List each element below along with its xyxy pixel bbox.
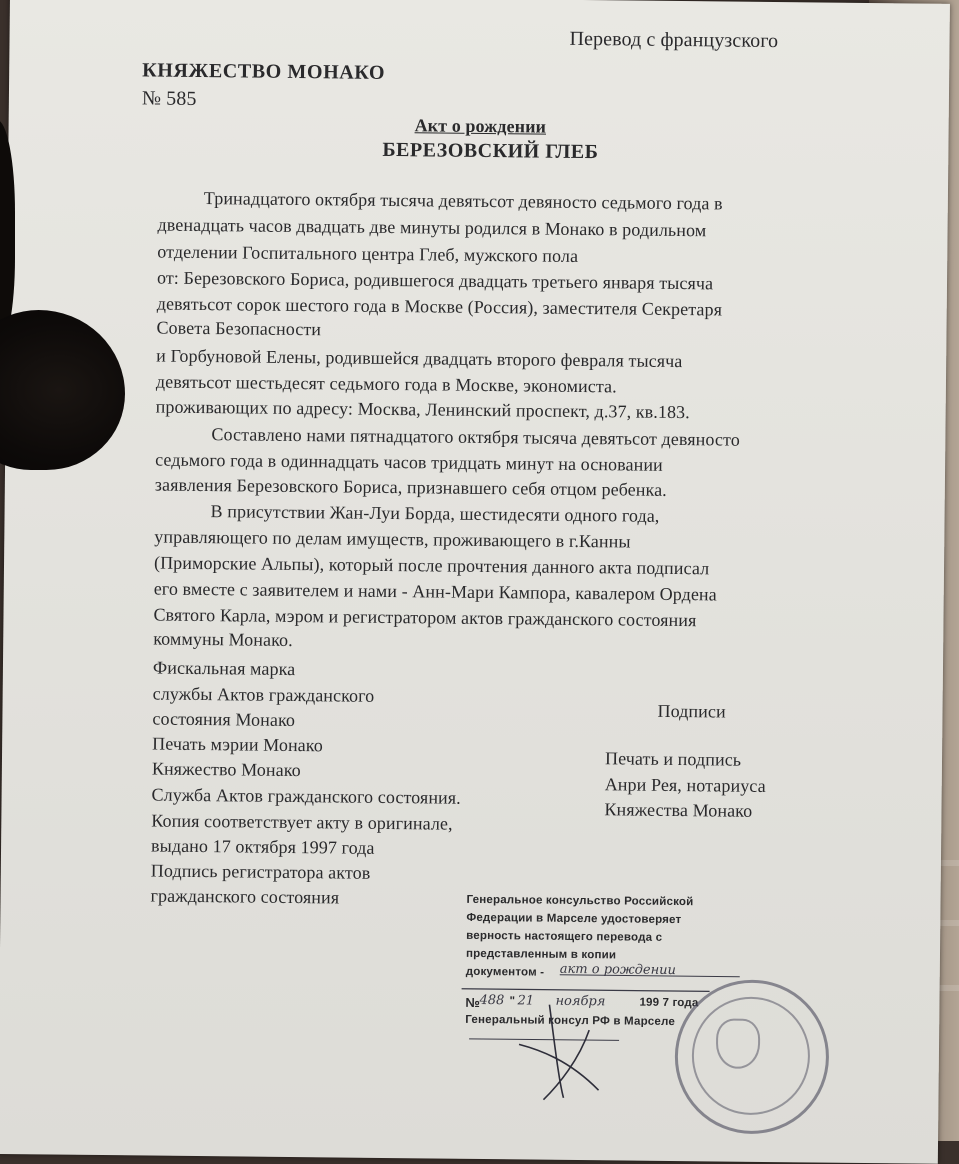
- consulate-line: Федерации в Марселе удостоверяет: [466, 911, 682, 927]
- left-block-line: гражданского состояния: [150, 885, 340, 908]
- body-line: коммуны Монако.: [153, 628, 293, 650]
- notary-line: Анри Рея, нотариуса: [604, 774, 766, 796]
- consulate-line: верность настоящего перевода с: [466, 929, 663, 944]
- translation-note: Перевод с французского: [569, 27, 779, 53]
- body-line: девятьсот шестьдесят седьмого года в Москве, экономиста.: [155, 371, 617, 397]
- date-quote: ": [509, 995, 516, 1008]
- notary-line: Княжества Монако: [604, 799, 753, 821]
- consulate-line: документом -: [465, 965, 545, 979]
- left-block-line: состояния Монако: [152, 708, 296, 731]
- year-prefix: 199: [639, 996, 660, 1009]
- left-block-line: службы Актов гражданского: [152, 683, 375, 706]
- date-month: ноября: [555, 993, 606, 1010]
- signatures-label: Подписи: [657, 700, 726, 722]
- left-block-line: Печать мэрии Монако: [152, 733, 323, 756]
- left-block-line: Служба Актов гражданского состояния.: [151, 784, 461, 808]
- notary-line: Печать и подпись: [604, 748, 742, 770]
- body-line: Святого Карла, мэром и регистратором актов гражданского состояния: [153, 604, 697, 631]
- body-line: В присутствии Жан-Луи Борда, шестидесяти одного года,: [210, 501, 660, 526]
- body-line: проживающих по адресу: Москва, Ленинский проспект, д.37, кв.183.: [155, 396, 690, 423]
- year-digit: 7: [662, 996, 670, 1009]
- registration-number-prefix: №: [465, 994, 481, 1010]
- handwritten-document-name: акт о рождении: [559, 961, 676, 979]
- body-line: и Горбуновой Елены, родившейся двадцать второго февраля тысяча: [156, 345, 683, 372]
- left-block-line: Княжество Монако: [151, 758, 301, 781]
- year-word: года: [672, 996, 699, 1010]
- state-heading: КНЯЖЕСТВО МОНАКО: [142, 59, 386, 84]
- body-line: управляющего по делам имуществ, проживающего в г.Канны: [154, 526, 631, 552]
- left-block-line: Копия соответствует акту в оригинале,: [151, 810, 453, 834]
- person-name: БЕРЕЗОВСКИЙ ГЛЕБ: [382, 138, 599, 164]
- body-line: отделении Госпитального центра Глеб, мужского пола: [157, 241, 579, 266]
- document-title: Акт о рождении: [414, 115, 547, 137]
- left-block-line: Фискальная марка: [152, 657, 296, 680]
- body-line: девятьсот сорок шестого года в Москве (Россия), заместителя Секретаря: [156, 293, 723, 320]
- body-line: от: Березовского Бориса, родившегося двадцать третьего января тысяча: [156, 267, 714, 294]
- document-number: № 585: [141, 87, 197, 110]
- left-block-line: выдано 17 октября 1997 года: [150, 835, 375, 858]
- consul-title: Генеральный консул РФ в Марселе: [465, 1013, 676, 1029]
- body-line: седьмого года в одиннадцать часов тридцать минут на основании: [155, 449, 663, 475]
- body-line: его вместе с заявителем и нами - Анн-Мари Кампора, кавалером Ордена: [153, 578, 717, 605]
- body-line: Тринадцатого октября тысяча девятьсот девяносто седьмого года в: [203, 188, 723, 214]
- body-line: двенадцать часов двадцать две минуты родился в Монако в родильном: [157, 214, 707, 241]
- body-line: (Приморские Альпы), который после прочтения данного акта подписал: [153, 552, 710, 579]
- body-line: Совета Безопасности: [156, 317, 322, 340]
- date-day: 21: [517, 993, 535, 1009]
- body-line: Составлено нами пятнадцатого октября тысяча девятьсот девяносто: [211, 424, 740, 450]
- body-line: заявления Березовского Бориса, признавшего себя отцом ребенка.: [154, 474, 667, 500]
- left-block-line: Подпись регистратора актов: [150, 860, 371, 883]
- consulate-line: Генеральное консульство Российской: [466, 893, 694, 909]
- consulate-line: представленным в копии: [465, 947, 617, 962]
- registration-number: 488: [479, 992, 505, 1009]
